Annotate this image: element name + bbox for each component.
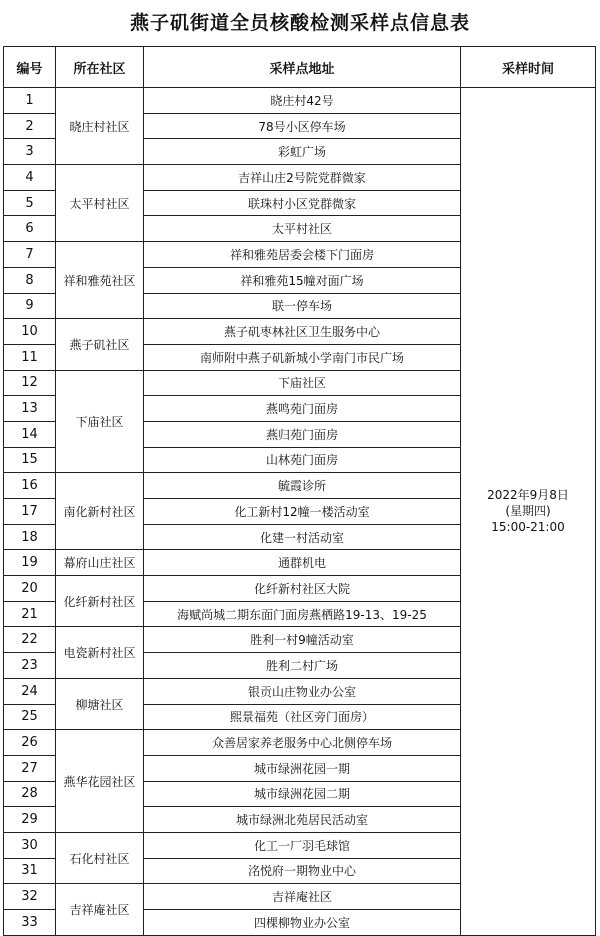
site-address: 联珠村小区党群微家 xyxy=(144,190,461,216)
header-address: 采样点地址 xyxy=(144,47,461,88)
site-address: 祥和雅苑15幢对面广场 xyxy=(144,267,461,293)
community-name: 祥和雅苑社区 xyxy=(56,242,144,319)
sampling-time-line2: (星期四) xyxy=(505,504,551,519)
site-number: 15 xyxy=(4,447,56,473)
site-address: 燕归苑门面房 xyxy=(144,421,461,447)
community-name: 晓庄村社区 xyxy=(56,88,144,165)
site-address: 彩虹广场 xyxy=(144,139,461,165)
site-number: 8 xyxy=(4,267,56,293)
site-address: 联一停车场 xyxy=(144,293,461,319)
site-number: 2 xyxy=(4,113,56,139)
site-address: 燕子矶枣林社区卫生服务中心 xyxy=(144,319,461,345)
site-address: 78号小区停车场 xyxy=(144,113,461,139)
community-name: 燕子矶社区 xyxy=(56,319,144,370)
site-address: 胜利一村9幢活动室 xyxy=(144,627,461,653)
site-address: 晓庄村42号 xyxy=(144,88,461,114)
site-number: 33 xyxy=(4,910,56,936)
community-name: 柳塘社区 xyxy=(56,678,144,729)
site-number: 13 xyxy=(4,396,56,422)
site-address: 燕鸣苑门面房 xyxy=(144,396,461,422)
header-row xyxy=(4,47,596,88)
site-address: 众善居家养老服务中心北侧停车场 xyxy=(144,730,461,756)
community-name: 南化新村社区 xyxy=(56,473,144,550)
site-number: 28 xyxy=(4,781,56,807)
header-num: 编号 xyxy=(4,47,56,88)
site-address: 胜利二村广场 xyxy=(144,653,461,679)
site-address: 四棵柳物业办公室 xyxy=(144,910,461,936)
site-number: 17 xyxy=(4,499,56,525)
site-number: 23 xyxy=(4,653,56,679)
site-address: 通群机电 xyxy=(144,550,461,576)
site-number: 24 xyxy=(4,678,56,704)
site-number: 26 xyxy=(4,730,56,756)
site-number: 3 xyxy=(4,139,56,165)
sampling-time-line1: 2022年9月8日 xyxy=(487,488,569,503)
site-number: 6 xyxy=(4,216,56,242)
site-number: 4 xyxy=(4,165,56,191)
site-address: 吉祥山庄2号院党群微家 xyxy=(144,165,461,191)
page-title: 燕子矶街道全员核酸检测采样点信息表 xyxy=(129,12,470,34)
site-number: 16 xyxy=(4,473,56,499)
site-address: 毓霞诊所 xyxy=(144,473,461,499)
site-number: 22 xyxy=(4,627,56,653)
site-address: 南师附中燕子矶新城小学南门市民广场 xyxy=(144,344,461,370)
site-address: 海赋尚城二期东面门面房燕栖路19-13、19-25 xyxy=(144,601,461,627)
site-address: 化建一村活动室 xyxy=(144,524,461,550)
site-address: 太平村社区 xyxy=(144,216,461,242)
site-address: 吉祥庵社区 xyxy=(144,884,461,910)
community-name: 石化村社区 xyxy=(56,832,144,883)
site-number: 27 xyxy=(4,755,56,781)
site-number: 10 xyxy=(4,319,56,345)
site-number: 1 xyxy=(4,88,56,114)
community-name: 化纤新村社区 xyxy=(56,576,144,627)
site-number: 29 xyxy=(4,807,56,833)
site-number: 18 xyxy=(4,524,56,550)
site-number: 31 xyxy=(4,858,56,884)
site-address: 城市绿洲北苑居民活动室 xyxy=(144,807,461,833)
site-number: 9 xyxy=(4,293,56,319)
table-row xyxy=(4,88,596,114)
site-number: 30 xyxy=(4,832,56,858)
site-number: 25 xyxy=(4,704,56,730)
site-number: 21 xyxy=(4,601,56,627)
site-number: 11 xyxy=(4,344,56,370)
community-name: 太平村社区 xyxy=(56,165,144,242)
community-name: 燕华花园社区 xyxy=(56,730,144,833)
community-name: 下庙社区 xyxy=(56,370,144,473)
community-name: 吉祥庵社区 xyxy=(56,884,144,935)
site-address: 化工新村12幢一楼活动室 xyxy=(144,499,461,525)
site-address: 城市绿洲花园一期 xyxy=(144,755,461,781)
community-name: 幕府山庄社区 xyxy=(56,550,144,576)
site-address: 洺悦府一期物业中心 xyxy=(144,858,461,884)
site-number: 14 xyxy=(4,421,56,447)
sampling-time-cell xyxy=(461,88,596,936)
header-time: 采样时间 xyxy=(461,47,596,88)
site-address: 化纤新村社区大院 xyxy=(144,576,461,602)
site-address: 山林苑门面房 xyxy=(144,447,461,473)
sampling-sites-table xyxy=(3,46,596,936)
site-number: 5 xyxy=(4,190,56,216)
site-address: 银贡山庄物业办公室 xyxy=(144,678,461,704)
site-number: 19 xyxy=(4,550,56,576)
site-number: 32 xyxy=(4,884,56,910)
site-address: 熙景福苑（社区旁门面房） xyxy=(144,704,461,730)
site-number: 7 xyxy=(4,242,56,268)
table-body xyxy=(4,88,596,936)
site-number: 12 xyxy=(4,370,56,396)
site-address: 城市绿洲花园二期 xyxy=(144,781,461,807)
site-address: 化工一厂羽毛球馆 xyxy=(144,832,461,858)
sampling-time-line3: 15:00-21:00 xyxy=(491,520,565,535)
site-number: 20 xyxy=(4,576,56,602)
header-community: 所在社区 xyxy=(56,47,144,88)
site-address: 祥和雅苑居委会楼下门面房 xyxy=(144,242,461,268)
site-address: 下庙社区 xyxy=(144,370,461,396)
community-name: 电瓷新村社区 xyxy=(56,627,144,678)
